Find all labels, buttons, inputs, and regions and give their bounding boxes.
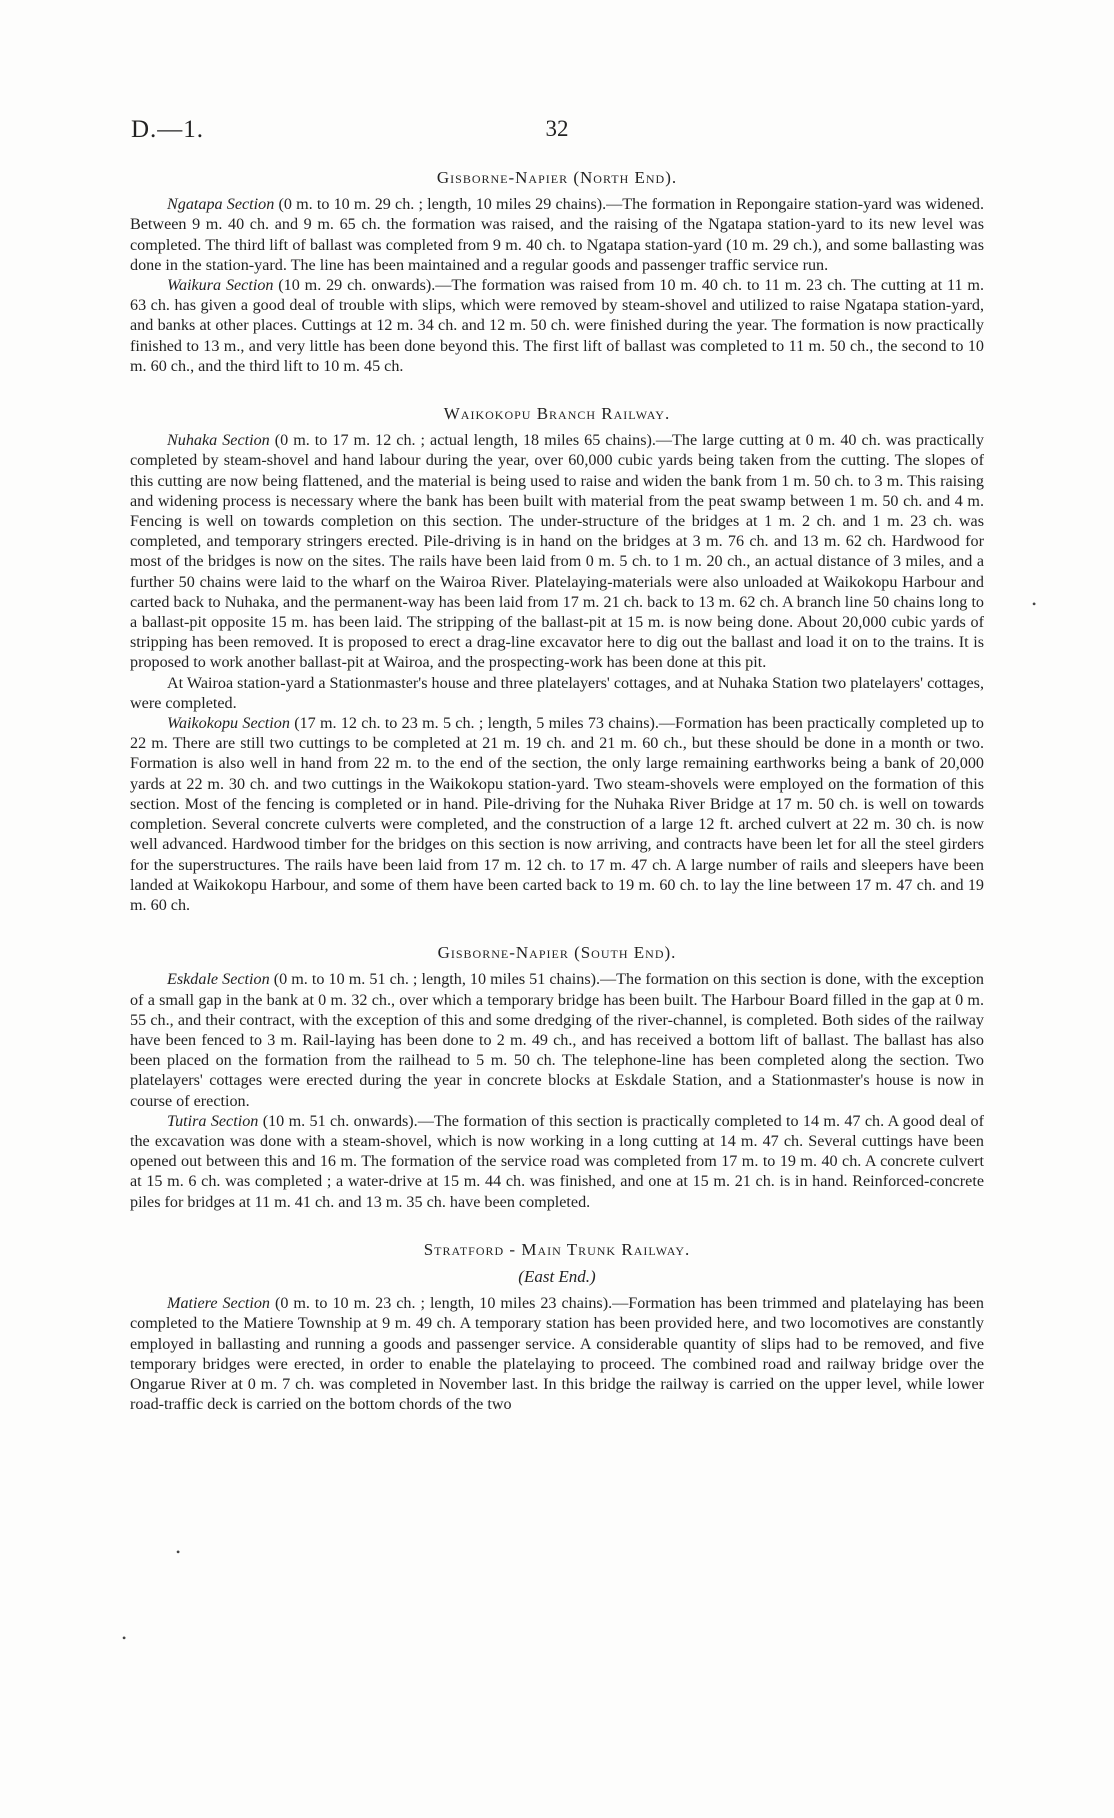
print-speck: • xyxy=(122,1631,127,1645)
print-speck: • xyxy=(1032,597,1037,611)
paragraph xyxy=(130,431,984,673)
section-heading: Stratford - Main Trunk Railway. xyxy=(423,1239,691,1259)
paragraph-text: (10 m. 51 ch. onwards).—The formation of this section is practically completed to 14 m. 47 ch. A good deal of the excavation was done with a steam-shovel, which is now working in a long cutting at 14 m. 47 ch. Several cuttings have been opened out between this and 16 m. The formation of the service road was completed from 17 m. to 19 m. 40 ch. A concrete culvert at 15 m. 6 ch. was completed ; a water-drive at 15 m. 44 ch. was finished, and one at 15 m. 21 ch. is in hand. Reinforced-concrete piles for bridges at 11 m. 41 ch. and 13 m. 35 ch. have been completed. xyxy=(130,1112,984,1211)
paragraph xyxy=(130,276,984,377)
section-name: Matiere Section xyxy=(167,1295,270,1313)
paragraph-text: (0 m. to 17 m. 12 ch. ; actual length, 18 miles 65 chains).—The large cutting at 0 m. 40 ch. was practically completed by steam-shovel and hand labour during the year, over 60,000 cubic yards being taken from the cutting. The slopes of this cutting are now being flattened, and the material is being used to raise and widen the bank from 1 m. 50 ch. to 3 m. This raising and widening process is necessary where the bank has been built with material from the peat swamp between 1 m. 50 ch. and 4 m. Fencing is well on towards completion on this section. The under-structure of the bridges at 1 m. 2 ch. and 1 m. 23 ch. was completed, and temporary stringers erected. Pile-driving is in hand on the bridges at 3 m. 76 ch. and 13 m. 62 ch. Hardwood for most of the bridges is now on the sites. The rails have been laid from 0 m. 5 ch. to 1 m. 20 ch., an actual distance of 3 miles, and a further 50 chains were laid to the wharf on the Wairoa River. Platelaying-materials were also unloaded at Waikokopu Harbour and carted back to Nuhaka, and the permanent-way has been laid from 17 m. 21 ch. back to 13 m. 62 ch. A branch line 50 chains long to a ballast-pit opposite 15 m. has been laid. The stripping of the ballast-pit at 15 m. is now being done. About 20,000 cubic yards of stripping has been removed. It is proposed to erect a drag-line excavator here to dig out the ballast and load it on to the trains. It is proposed to work another ballast-pit at Wairoa, and the prospecting-work has been done at this pit. xyxy=(130,432,984,672)
paragraph-text: At Wairoa station-yard a Stationmaster's house and three platelayers' cottages, and at Nuhaka Station two platelayers' cottages, were completed. xyxy=(130,674,984,712)
paragraph xyxy=(130,195,984,276)
section-heading: Waikokopu Branch Railway. xyxy=(443,404,671,424)
section-heading: Gisborne-Napier (South End). xyxy=(437,943,677,963)
paragraph-text: (0 m. to 10 m. 51 ch. ; length, 10 miles 51 chains).—The formation on this section is done, with the exception of a small gap in the bank at 0 m. 32 ch., over which a temporary bridge has been built. The Harbour Board filled in the gap at 0 m. 55 ch., and their contract, with the exception of this and some dredging of the river-channel, is completed. Both sides of the railway have been fenced to 3 m. Rail-laying has been done to 2 m. 49 ch., and has received a bottom lift of ballast. The ballast has also been placed on the formation from the railhead to 5 m. 50 ch. The telephone-line has been completed along the section. Two platelayers' cottages were erected during the year in concrete blocks at Eskdale Station, and a Stationmaster's house is now in course of erection. xyxy=(130,971,984,1110)
paragraph xyxy=(130,674,984,714)
paragraph xyxy=(130,1112,984,1213)
section-heading: Gisborne-Napier (North End). xyxy=(436,168,678,187)
section-name: Waikura Section xyxy=(167,277,274,295)
print-speck: • xyxy=(176,1545,181,1559)
page-body xyxy=(130,168,984,1415)
paragraph-text: (17 m. 12 ch. to 23 m. 5 ch. ; length, 5 miles 73 chains).—Formation has been practically completed up to 22 m. There are still two cuttings to be completed at 21 m. 19 ch. and 21 m. 60 ch., but these should be done in a month or two. Formation is also well in hand from 22 m. to the end of the section, the only large remaining earthworks being a bank of 20,000 yards at 22 m. 30 ch. and two cuttings in the Waikokopu station-yard. Two steam-shovels were employed on the formation of this section. Most of the fencing is completed or in hand. Pile-driving for the Nuhaka River Bridge at 17 m. 50 ch. is well on towards completion. Several concrete culverts were completed, and the construction of a large 12 ft. arched culvert at 22 m. 30 ch. is now well advanced. Hardwood timber for the bridges on this section is now arriving, and contracts have been let for all the steel girders for the superstructures. The rails have been laid from 17 m. 12 ch. to 17 m. 47 ch. A large number of rails and sleepers have been landed at Waikokopu Harbour, and some of them have been carted back to 19 m. 60 ch. to lay the line between 17 m. 47 ch. and 19 m. 60 ch. xyxy=(130,715,984,914)
document-reference: D.—1. xyxy=(131,116,205,143)
paragraph xyxy=(130,1294,984,1415)
paragraph-text: (0 m. to 10 m. 23 ch. ; length, 10 miles 23 chains).—Formation has been trimmed and platelaying has been completed to the Matiere Township at 9 m. 49 ch. A temporary station has been provided here, and two locomotives are constantly employed in ballasting and running a goods and passenger service. A considerable quantity of slips had to be removed, and five temporary bridges were erected, in order to enable the platelaying to proceed. The combined road and railway bridge over the Ongarue River at 0 m. 7 ch. was completed in November last. In this bridge the railway is carried on the upper level, while lower road-traffic deck is carried on the bottom chords of the two xyxy=(130,1295,984,1414)
section-name: Nuhaka Section xyxy=(167,432,270,450)
paragraph-text: (10 m. 29 ch. onwards).—The formation was raised from 10 m. 40 ch. to 11 m. 23 ch. The cutting at 11 m. 63 ch. has given a good deal of trouble with slips, which were removed by steam-shovel and utilized to raise Ngatapa station-yard, and banks at other places. Cuttings at 12 m. 34 ch. and 12 m. 50 ch. were finished during the year. The formation is now practically finished to 13 m., and very little has been done beyond this. The first lift of ballast was completed to 11 m. 50 ch., the second to 10 m. 60 ch., and the third lift to 10 m. 45 ch. xyxy=(130,277,985,375)
paragraph xyxy=(130,714,984,916)
page-header xyxy=(131,116,983,156)
section-name: Ngatapa Section xyxy=(167,196,275,214)
paragraph xyxy=(130,970,984,1111)
section-name: Eskdale Section xyxy=(167,971,270,989)
page-number: 32 xyxy=(545,116,569,141)
section-name: Waikokopu Section xyxy=(167,715,290,733)
paragraph-text: (0 m. to 10 m. 29 ch. ; length, 10 miles 29 chains).—The formation in Repongaire station-yard was widened. Between 9 m. 40 ch. and 9 m. 65 ch. the formation was raised, and the raising of the Ngatapa station-yard to its new level was completed. The third lift of ballast was completed from 9 m. 40 ch. to Ngatapa station-yard (10 m. 29 ch.), and some ballasting was done in the station-yard. The line has been maintained and a regular goods and passenger traffic service run. xyxy=(130,196,984,274)
section-name: Tutira Section xyxy=(167,1112,259,1130)
section-subheading: (East End.) xyxy=(518,1266,596,1286)
